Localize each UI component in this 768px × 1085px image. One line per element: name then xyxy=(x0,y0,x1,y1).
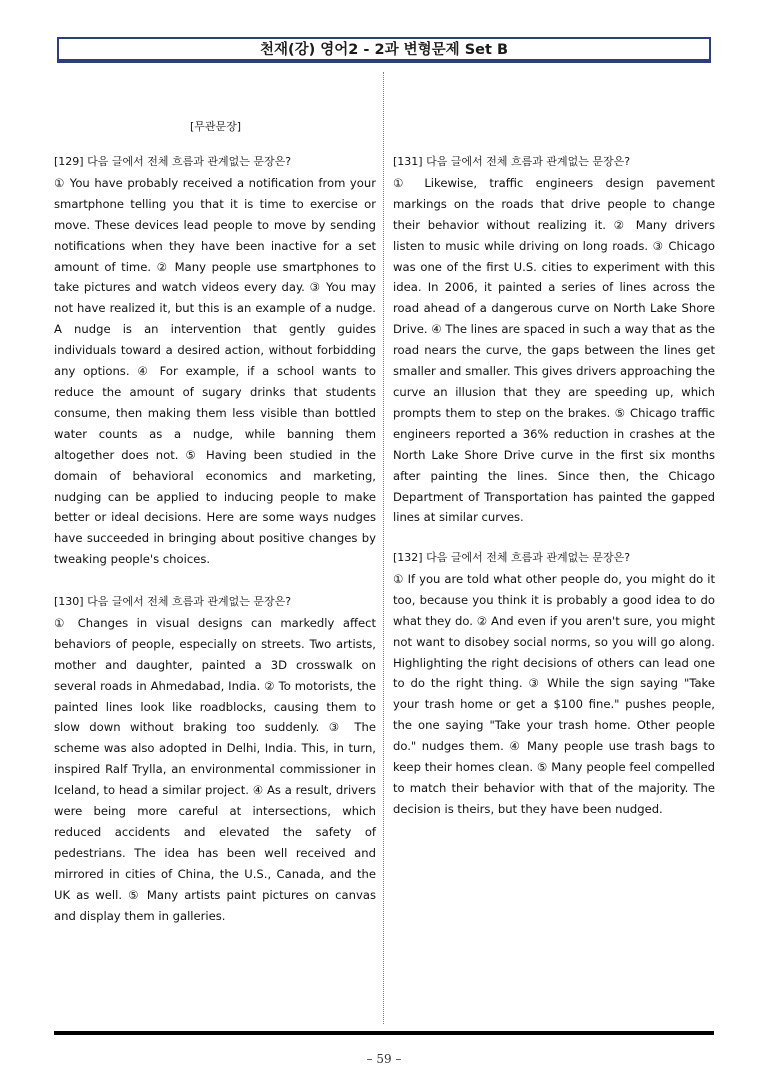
question-passage: ① You have probably received a notification from your smartphone telling you that it is time to exercise or move. These devices lead people to move by sending notifications when they have been inactive for a set amount of time. ② Many people use smartphones to take pictures and watch videos every day. ③ You may not have realized it, but this is an example of a nudge. A nudge is an intervention that gently guides individuals toward a desired action, without forbidding any options. ④ For example, if a school wants to reduce the amount of sugary drinks that students consume, then making them less visible than bottled water counts as a nudge, while banning them altogether does not. ⑤ Having been studied in the domain of behavioral economics and marketing, nudging can be applied to inducing people to make better or ideal decisions. Here are some ways nudges have succeeded in bringing about positive changes by tweaking people's choices. xyxy=(54,175,376,567)
page-number: – 59 – xyxy=(366,1052,402,1066)
question-number: [132] 다음 글에서 전체 흐름과 관계없는 문장은? xyxy=(393,551,631,564)
page-title: 천재(강) 영어2 - 2과 변형문제 Set B xyxy=(57,37,711,63)
question-129 xyxy=(54,152,376,570)
question-passage: ① Changes in visual designs can markedly affect behaviors of people, especially on streets. Two artists, mother and daughter, painted a 3D crosswalk on several roads in Ahmedabad, India. ② To motorists, the painted lines look like roadblocks, causing them to slow down without braking too suddenly. ③ The scheme was also adopted in Delhi, India. This, in turn, inspired Ralf Trylla, an environmental commissioner in Iceland, to head a similar project. ④ As a result, drivers were being more careful at intersections, which reduced accidents and elevated the safety of pedestrians. The idea has been well received and mirrored in cities of China, the U.S., Canada, and the UK as well. ⑤ Many artists paint pictures on canvas and display them in galleries. xyxy=(54,615,376,923)
question-number: [129] 다음 글에서 전체 흐름과 관계없는 문장은? xyxy=(54,155,292,168)
question-130 xyxy=(54,592,376,927)
question-131 xyxy=(393,152,715,528)
question-passage: ① Likewise, traffic engineers design pavement markings on the roads that drive people to change their behavior without realizing it. ② Many drivers listen to music while driving on long roads. ③ Chicago was one of the first U.S. cities to experiment with this idea. In 2006, it painted a series of lines across the road ahead of a dangerous curve on North Lake Shore Drive. ④ The lines are spaced in such a way that as the road nears the curve, the gaps between the lines get smaller and smaller. This gives drivers approaching the curve an illusion that they are speeding up, which prompts them to step on the brakes. ⑤ Chicago traffic engineers reported a 36% reduction in crashes at the North Lake Shore Drive curve in the first six months after painting the lines. Since then, the Chicago Department of Transportation has painted the gapped lines at similar curves. xyxy=(393,175,715,525)
column-divider xyxy=(383,72,384,1024)
question-passage: ① If you are told what other people do, you might do it too, because you think it is probably a good idea to do what they do. ② And even if you aren't sure, you might not want to disobey social norms, so you will go along. Highlighting the right decisions of others can lead one to do the right thing. ③ While the sign saying "Take your trash home or get a $100 fine." pushes people, the one saying "Take your trash home. Other people do." nudges them. ④ Many people use trash bags to keep their homes clean. ⑤ Many people feel compelled to match their behavior with that of the majority. The decision is theirs, but they have been nudged. xyxy=(393,571,715,816)
question-132 xyxy=(393,548,715,820)
question-number: [130] 다음 글에서 전체 흐름과 관계없는 문장은? xyxy=(54,595,292,608)
footer-rule xyxy=(54,1031,714,1035)
section-label: [무관문장] xyxy=(190,120,242,133)
question-number: [131] 다음 글에서 전체 흐름과 관계없는 문장은? xyxy=(393,155,631,168)
